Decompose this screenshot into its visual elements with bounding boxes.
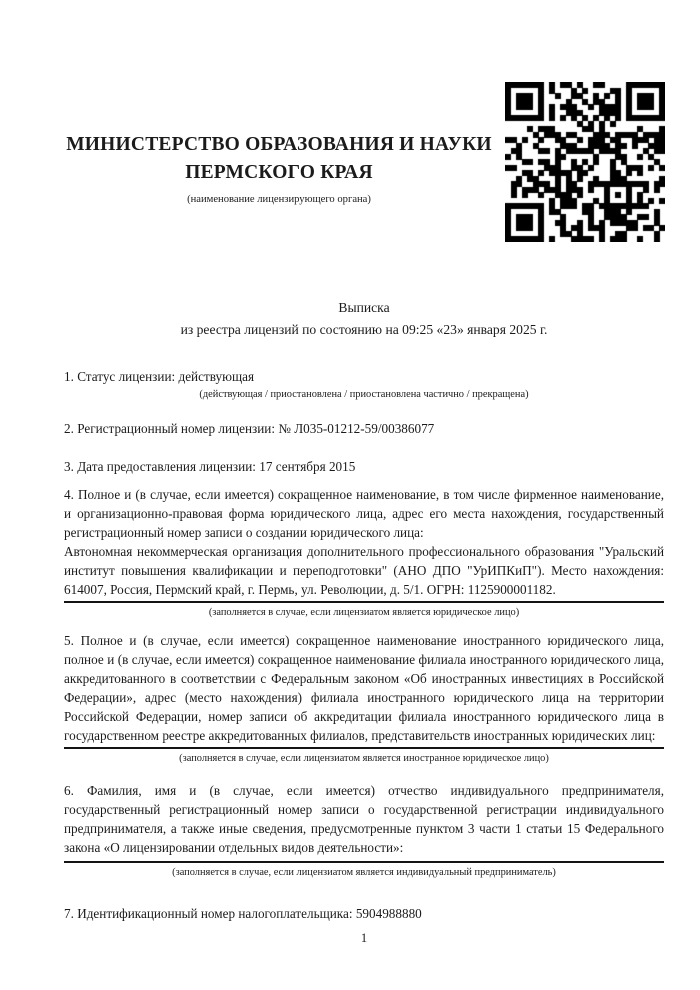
qr-code-icon — [505, 82, 665, 242]
field-6-blank-line — [64, 861, 664, 863]
page-number: 1 — [360, 931, 368, 945]
field-1-value: действующая — [178, 369, 255, 384]
extract-subtitle: из реестра лицензий по состоянию на 09:25 «23» января 2025 г. — [180, 322, 548, 337]
field-1-note: (действующая / приостановлена / приостановлена частично / прекращена) — [199, 389, 529, 400]
field-7-label: 7. Идентификационный номер налогоплательщика: — [64, 906, 353, 921]
field-7-taxpayer-number — [64, 905, 664, 922]
extract-title: Выписка — [338, 300, 390, 315]
field-2-value: № Л035-01212-59/00386077 — [278, 421, 435, 436]
extract-body — [64, 368, 664, 922]
field-5-foreign-entity-label: 5. Полное и (в случае, если имеется) сокращенное наименование иностранного юридического лица, полное и (в случае, если имеется) сокращенное наименование филиала иностранного юридического лица, аккредитованного в соответствии с Федеральным законом «Об иностранных инвестициях в Российской Федерации», адрес (место нахождения) филиала иностранного юридического лица на территории Российской Федерации, номер записи об аккредитации филиала иностранного юридического лица в государственном реестре аккредитованных филиалов, представительств иностранных юридических лиц: — [64, 633, 664, 743]
field-3-value: 17 сентября 2015 — [259, 459, 356, 474]
licensing-authority-note: (наименование лицензирующего органа) — [187, 194, 371, 205]
field-1-license-status — [64, 368, 664, 385]
field-4-note: (заполняется в случае, если лицензиатом является юридическое лицо) — [208, 607, 520, 618]
field-2-label: 2. Регистрационный номер лицензии: — [64, 421, 276, 436]
field-7-value: 5904988880 — [355, 906, 422, 921]
ministry-name-line2: ПЕРМСКОГО КРАЯ — [185, 162, 373, 183]
extract-title-block — [64, 297, 664, 341]
field-1-label: 1. Статус лицензии: — [64, 369, 176, 384]
field-3-grant-date — [64, 458, 664, 475]
field-6-entrepreneur-label: 6. Фамилия, имя и (в случае, если имеется) отчество индивидуального предпринимателя, государственный регистрационный номер записи о государственной регистрации индивидуального предпринимателя, а также иные сведения, предусмотренные пунктом 3 части 1 статьи 15 Федерального закона «О лицензировании отдельных видов деятельности»: — [64, 783, 664, 855]
field-6-note: (заполняется в случае, если лицензиатом является индивидуальный предприниматель) — [172, 867, 556, 878]
field-4-divider — [64, 601, 664, 603]
field-4-legal-entity-label: 4. Полное и (в случае, если имеется) сокращенное наименование, в том числе фирменное наименование, и организационно-правовая форма юридического лица, адрес его места нахождения, государственный регистрационный номер записи о создании юридического лица: — [64, 487, 664, 540]
field-5-blank-line — [64, 747, 664, 749]
field-2-registration-number — [64, 420, 664, 437]
ministry-name-line1: МИНИСТЕРСТВО ОБРАЗОВАНИЯ И НАУКИ — [66, 134, 492, 155]
licensing-authority-title — [62, 131, 496, 206]
field-3-label: 3. Дата предоставления лицензии: — [64, 459, 256, 474]
field-5-note: (заполняется в случае, если лицензиатом является иностранное юридическое лицо) — [179, 753, 549, 764]
field-4-legal-entity-value: Автономная некоммерческая организация дополнительного профессионального образования "Уральский институт повышения квалификации и переподготовки" (АНО ДПО "УрИПКиП"). Место нахождения: 614007, Россия, Пермский край, г. Пермь, ул. Революции, д. 5/1. ОГРН: 1125900001182. — [64, 544, 664, 597]
